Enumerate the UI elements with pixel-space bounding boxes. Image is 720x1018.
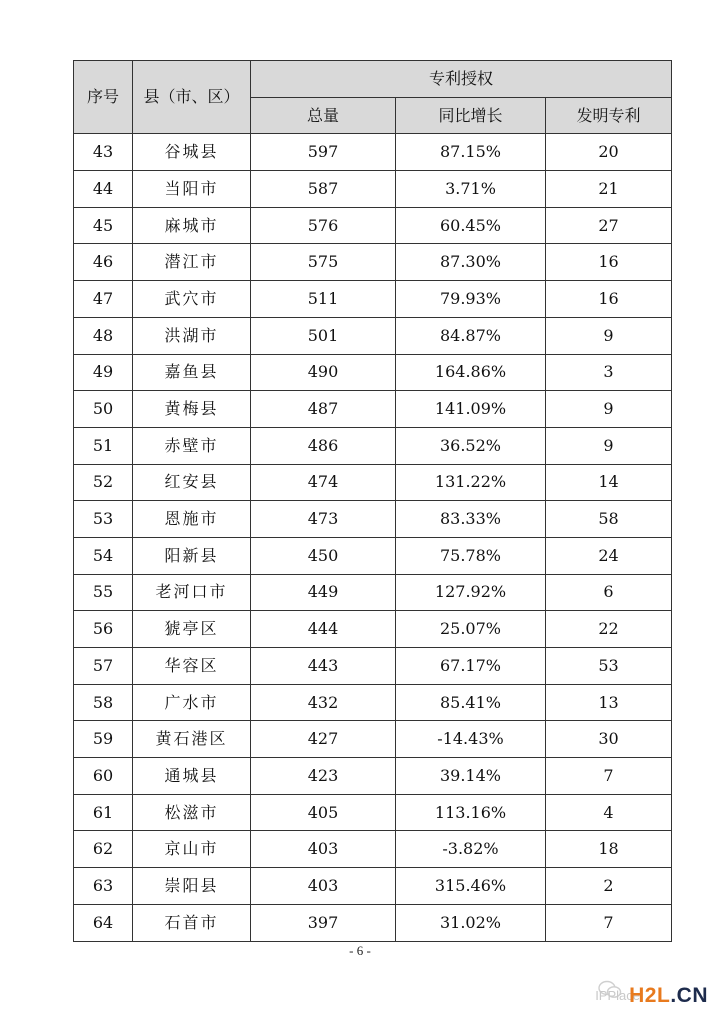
cell-total: 405 xyxy=(251,794,396,831)
cell-seq: 48 xyxy=(74,317,133,354)
table-row xyxy=(74,721,672,758)
cell-seq: 56 xyxy=(74,611,133,648)
logo-part-a: H2L xyxy=(629,984,671,1007)
logo-part-b: .CN xyxy=(670,984,708,1007)
cell-seq: 54 xyxy=(74,537,133,574)
cell-invention: 53 xyxy=(546,648,672,685)
cell-county: 红安县 xyxy=(133,464,251,501)
cell-yoy: 87.30% xyxy=(396,244,546,281)
cell-yoy: 83.33% xyxy=(396,501,546,538)
cell-total: 587 xyxy=(251,171,396,208)
cell-county: 恩施市 xyxy=(133,501,251,538)
cell-seq: 61 xyxy=(74,794,133,831)
cell-seq: 58 xyxy=(74,684,133,721)
cell-county: 石首市 xyxy=(133,904,251,941)
cell-county: 阳新县 xyxy=(133,537,251,574)
cell-yoy: 75.78% xyxy=(396,537,546,574)
table-row xyxy=(74,648,672,685)
col-header-invention: 发明专利 xyxy=(546,97,672,134)
cell-invention: 3 xyxy=(546,354,672,391)
cell-seq: 62 xyxy=(74,831,133,868)
cell-invention: 2 xyxy=(546,868,672,905)
cell-seq: 51 xyxy=(74,427,133,464)
table-row xyxy=(74,317,672,354)
cell-yoy: 36.52% xyxy=(396,427,546,464)
cell-county: 当阳市 xyxy=(133,171,251,208)
cell-yoy: 131.22% xyxy=(396,464,546,501)
table-row xyxy=(74,684,672,721)
table-row xyxy=(74,537,672,574)
cell-total: 397 xyxy=(251,904,396,941)
table-row xyxy=(74,171,672,208)
table-row xyxy=(74,831,672,868)
cell-yoy: 39.14% xyxy=(396,758,546,795)
cell-seq: 55 xyxy=(74,574,133,611)
table-row xyxy=(74,501,672,538)
cell-invention: 16 xyxy=(546,244,672,281)
table-row xyxy=(74,244,672,281)
cell-invention: 21 xyxy=(546,171,672,208)
table-row xyxy=(74,868,672,905)
cell-invention: 16 xyxy=(546,281,672,318)
cell-invention: 6 xyxy=(546,574,672,611)
cell-invention: 24 xyxy=(546,537,672,574)
cell-county: 洪湖市 xyxy=(133,317,251,354)
cell-total: 423 xyxy=(251,758,396,795)
col-header-seq: 序号 xyxy=(74,61,133,134)
cell-yoy: 127.92% xyxy=(396,574,546,611)
cell-total: 403 xyxy=(251,831,396,868)
cell-yoy: 164.86% xyxy=(396,354,546,391)
cell-invention: 14 xyxy=(546,464,672,501)
cell-county: 松滋市 xyxy=(133,794,251,831)
cell-invention: 22 xyxy=(546,611,672,648)
cell-yoy: 113.16% xyxy=(396,794,546,831)
cell-yoy: 31.02% xyxy=(396,904,546,941)
col-header-yoy: 同比增长 xyxy=(396,97,546,134)
cell-total: 450 xyxy=(251,537,396,574)
cell-total: 487 xyxy=(251,391,396,428)
cell-seq: 63 xyxy=(74,868,133,905)
cell-county: 猇亭区 xyxy=(133,611,251,648)
cell-seq: 50 xyxy=(74,391,133,428)
cell-total: 576 xyxy=(251,207,396,244)
cell-total: 444 xyxy=(251,611,396,648)
col-header-total: 总量 xyxy=(251,97,396,134)
table-row xyxy=(74,464,672,501)
table-row xyxy=(74,427,672,464)
cell-total: 449 xyxy=(251,574,396,611)
cell-county: 黄梅县 xyxy=(133,391,251,428)
cell-seq: 45 xyxy=(74,207,133,244)
cell-invention: 9 xyxy=(546,427,672,464)
cell-county: 嘉鱼县 xyxy=(133,354,251,391)
cell-yoy: 79.93% xyxy=(396,281,546,318)
table-row xyxy=(74,794,672,831)
cell-total: 490 xyxy=(251,354,396,391)
cell-county: 黄石港区 xyxy=(133,721,251,758)
cell-county: 广水市 xyxy=(133,684,251,721)
table-row xyxy=(74,134,672,171)
cell-seq: 52 xyxy=(74,464,133,501)
cell-invention: 18 xyxy=(546,831,672,868)
table-row xyxy=(74,574,672,611)
cell-invention: 4 xyxy=(546,794,672,831)
cell-seq: 43 xyxy=(74,134,133,171)
cell-total: 486 xyxy=(251,427,396,464)
table-row xyxy=(74,391,672,428)
cell-invention: 27 xyxy=(546,207,672,244)
cell-county: 老河口市 xyxy=(133,574,251,611)
cell-yoy: 85.41% xyxy=(396,684,546,721)
h2l-logo xyxy=(629,984,708,1008)
cell-seq: 49 xyxy=(74,354,133,391)
cell-yoy: 25.07% xyxy=(396,611,546,648)
table-row xyxy=(74,904,672,941)
cell-yoy: 141.09% xyxy=(396,391,546,428)
table-row xyxy=(74,207,672,244)
cell-yoy: 315.46% xyxy=(396,868,546,905)
cell-total: 501 xyxy=(251,317,396,354)
cell-seq: 59 xyxy=(74,721,133,758)
cell-seq: 60 xyxy=(74,758,133,795)
cell-yoy: 3.71% xyxy=(396,171,546,208)
cell-invention: 58 xyxy=(546,501,672,538)
cell-invention: 20 xyxy=(546,134,672,171)
cell-county: 赤壁市 xyxy=(133,427,251,464)
cell-total: 511 xyxy=(251,281,396,318)
cell-yoy: -14.43% xyxy=(396,721,546,758)
cell-total: 473 xyxy=(251,501,396,538)
watermark-text: IPPlace xyxy=(595,988,640,1003)
cell-yoy: -3.82% xyxy=(396,831,546,868)
col-header-county: 县（市、区） xyxy=(133,61,251,134)
table-row xyxy=(74,611,672,648)
cell-yoy: 67.17% xyxy=(396,648,546,685)
cell-total: 432 xyxy=(251,684,396,721)
table-row xyxy=(74,354,672,391)
table-row xyxy=(74,281,672,318)
cell-total: 403 xyxy=(251,868,396,905)
cell-total: 597 xyxy=(251,134,396,171)
cell-invention: 13 xyxy=(546,684,672,721)
cell-seq: 44 xyxy=(74,171,133,208)
cell-county: 麻城市 xyxy=(133,207,251,244)
cell-total: 575 xyxy=(251,244,396,281)
cell-seq: 47 xyxy=(74,281,133,318)
cell-county: 通城县 xyxy=(133,758,251,795)
cell-county: 潜江市 xyxy=(133,244,251,281)
table-body xyxy=(74,134,672,941)
cell-total: 443 xyxy=(251,648,396,685)
cell-county: 京山市 xyxy=(133,831,251,868)
col-header-group-patent-grants: 专利授权 xyxy=(251,61,672,98)
cell-county: 崇阳县 xyxy=(133,868,251,905)
cell-county: 华容区 xyxy=(133,648,251,685)
cell-county: 谷城县 xyxy=(133,134,251,171)
cell-total: 427 xyxy=(251,721,396,758)
cell-seq: 53 xyxy=(74,501,133,538)
cell-seq: 57 xyxy=(74,648,133,685)
cell-county: 武穴市 xyxy=(133,281,251,318)
cell-yoy: 60.45% xyxy=(396,207,546,244)
cell-invention: 9 xyxy=(546,391,672,428)
cell-invention: 9 xyxy=(546,317,672,354)
cell-seq: 46 xyxy=(74,244,133,281)
cell-yoy: 84.87% xyxy=(396,317,546,354)
cell-yoy: 87.15% xyxy=(396,134,546,171)
table-row xyxy=(74,758,672,795)
cell-invention: 30 xyxy=(546,721,672,758)
page-number: - 6 - xyxy=(349,943,371,958)
patent-ranking-table xyxy=(73,60,672,942)
cell-total: 474 xyxy=(251,464,396,501)
cell-invention: 7 xyxy=(546,758,672,795)
cell-seq: 64 xyxy=(74,904,133,941)
cell-invention: 7 xyxy=(546,904,672,941)
